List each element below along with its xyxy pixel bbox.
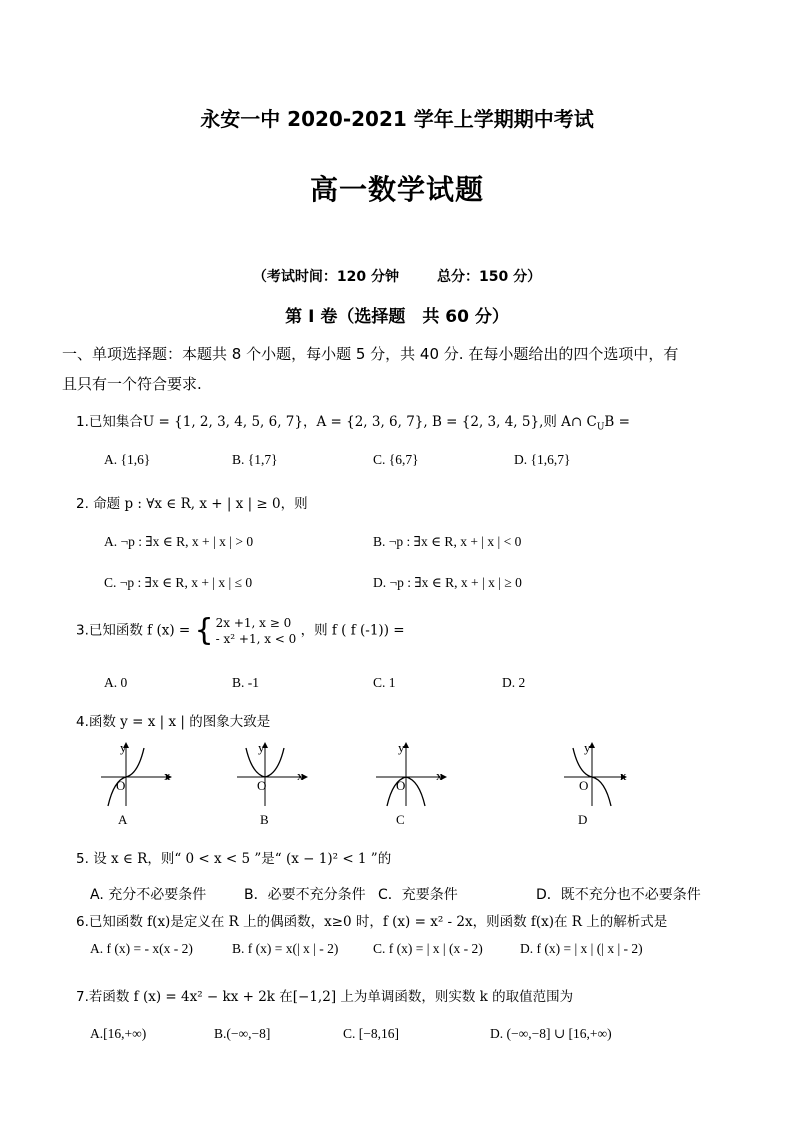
question-3-option-a: A. 0: [104, 675, 128, 690]
question-6-stem: 6.已知函数 f(x)是定义在 R 上的偶函数，x≥0 时，f (x) = x² - 2x，则函数 f(x)在 R 上的解析式是: [76, 914, 668, 930]
question-6-option-a: A. f (x) = - x(x - 2): [90, 941, 193, 956]
question-2-option-c: C. ¬p : ∃x ∈ R, x + | x | ≤ 0: [104, 575, 253, 590]
question-7-option-a: A.[16,+∞): [90, 1026, 147, 1041]
case-2: - x² +1, x < 0: [215, 632, 297, 646]
graph-b-y-label: y: [258, 740, 265, 755]
question-2-option-d: D. ¬p : ∃x ∈ R, x + | x | ≥ 0: [373, 575, 522, 590]
graph-b-label: B: [260, 812, 269, 827]
graph-b-origin-label: O: [257, 778, 267, 793]
question-1-option-a: A. {1,6}: [104, 452, 151, 467]
part1-instructions-line1: 一、单项选择题：本题共 8 个小题，每小题 5 分，共 40 分. 在每小题给出的四个选项中，有: [62, 345, 679, 363]
section-title: 第 I 卷（选择题 共 60 分）: [285, 307, 509, 327]
exam-info: [0, 266, 794, 286]
question-2-option-b: B. ¬p : ∃x ∈ R, x + | x | < 0: [373, 534, 522, 549]
question-5-stem: 5. 设 x ∈ R，则“ 0 < x < 5 ”是“ (x − 1)² < 1 ”的: [76, 851, 392, 867]
question-7-option-d: D. (−∞,−8] ∪ [16,+∞): [490, 1026, 612, 1041]
question-5-option-a: A. 充分不必要条件: [90, 887, 207, 903]
question-6-option-c: C. f (x) = | x | (x - 2): [373, 941, 483, 956]
question-3-stem: 3.已知函数 f (x) = { 2x +1, x ≥ 0 - x² +1, x < 0 ，则 f ( f (-1)) =: [76, 613, 405, 648]
case-1: 2x +1, x ≥ 0: [215, 616, 292, 630]
question-6-option-b: B. f (x) = x(| x | - 2): [232, 941, 339, 956]
question-7-option-c: C. [−8,16]: [343, 1026, 399, 1041]
exam-subject-title: 高一数学试题: [309, 173, 484, 206]
piecewise-definition: [195, 615, 297, 647]
graph-d-x-label: x: [620, 768, 627, 783]
question-2-stem: 2. 命题 p : ∀x ∈ R, x + | x | ≥ 0，则: [76, 496, 308, 512]
question-3-option-d: D. 2: [502, 675, 526, 690]
graph-d-y-label: y: [584, 740, 591, 755]
graph-c-origin-label: O: [396, 778, 406, 793]
question-5-option-c: C．充要条件: [378, 887, 458, 903]
question-7-stem: 7.若函数 f (x) = 4x² − kx + 2k 在[−1,2] 上为单调函数，则实数 k 的取值范围为: [76, 989, 574, 1005]
question-2-option-a: A. ¬p : ∃x ∈ R, x + | x | > 0: [104, 534, 254, 549]
graph-c-y-label: y: [398, 740, 405, 755]
graph-a-x-label: x: [164, 768, 171, 783]
question-1-option-b: B. {1,7}: [232, 452, 278, 467]
graph-d: [559, 740, 639, 810]
question-1-stem: 1.已知集合U = {1, 2, 3, 4, 5, 6, 7}，A = {2, 3, 6, 7}, B = {2, 3, 4, 5},则 A∩ $C_UB$ =: [76, 414, 630, 433]
question-5-option-d: D．既不充分也不必要条件: [536, 887, 701, 903]
exam-time: （考试时间：120 分钟: [252, 269, 399, 285]
graph-d-label: D: [578, 812, 588, 827]
graph-a-label: A: [118, 812, 128, 827]
graph-c-label: C: [396, 812, 405, 827]
question-4-stem: 4.函数 y = x | x | 的图象大致是: [76, 714, 271, 730]
part1-instructions-line2: 且只有一个符合要求.: [62, 375, 202, 393]
graph-d-origin-label: O: [579, 778, 589, 793]
brace-symbol: {: [194, 613, 214, 648]
total-score: 总分：150 分）: [437, 269, 542, 285]
question-5-option-b: B．必要不充分条件: [244, 887, 366, 903]
question-3-option-b: B. -1: [232, 675, 259, 690]
question-6-option-d: D. f (x) = | x | (| x | - 2): [520, 941, 643, 956]
graph-c-x-label: x: [436, 768, 443, 783]
graph-a-y-label: y: [120, 740, 127, 755]
question-1-option-c: C. {6,7}: [373, 452, 419, 467]
exam-school-title: 永安一中 2020-2021 学年上学期期中考试: [200, 107, 594, 131]
question-7-option-b: B.(−∞,−8]: [214, 1026, 271, 1041]
question-3-option-c: C. 1: [373, 675, 396, 690]
graph-b-x-label: x: [297, 768, 304, 783]
question-1-option-d: D. {1,6,7}: [514, 452, 571, 467]
graph-a-origin-label: O: [116, 778, 126, 793]
